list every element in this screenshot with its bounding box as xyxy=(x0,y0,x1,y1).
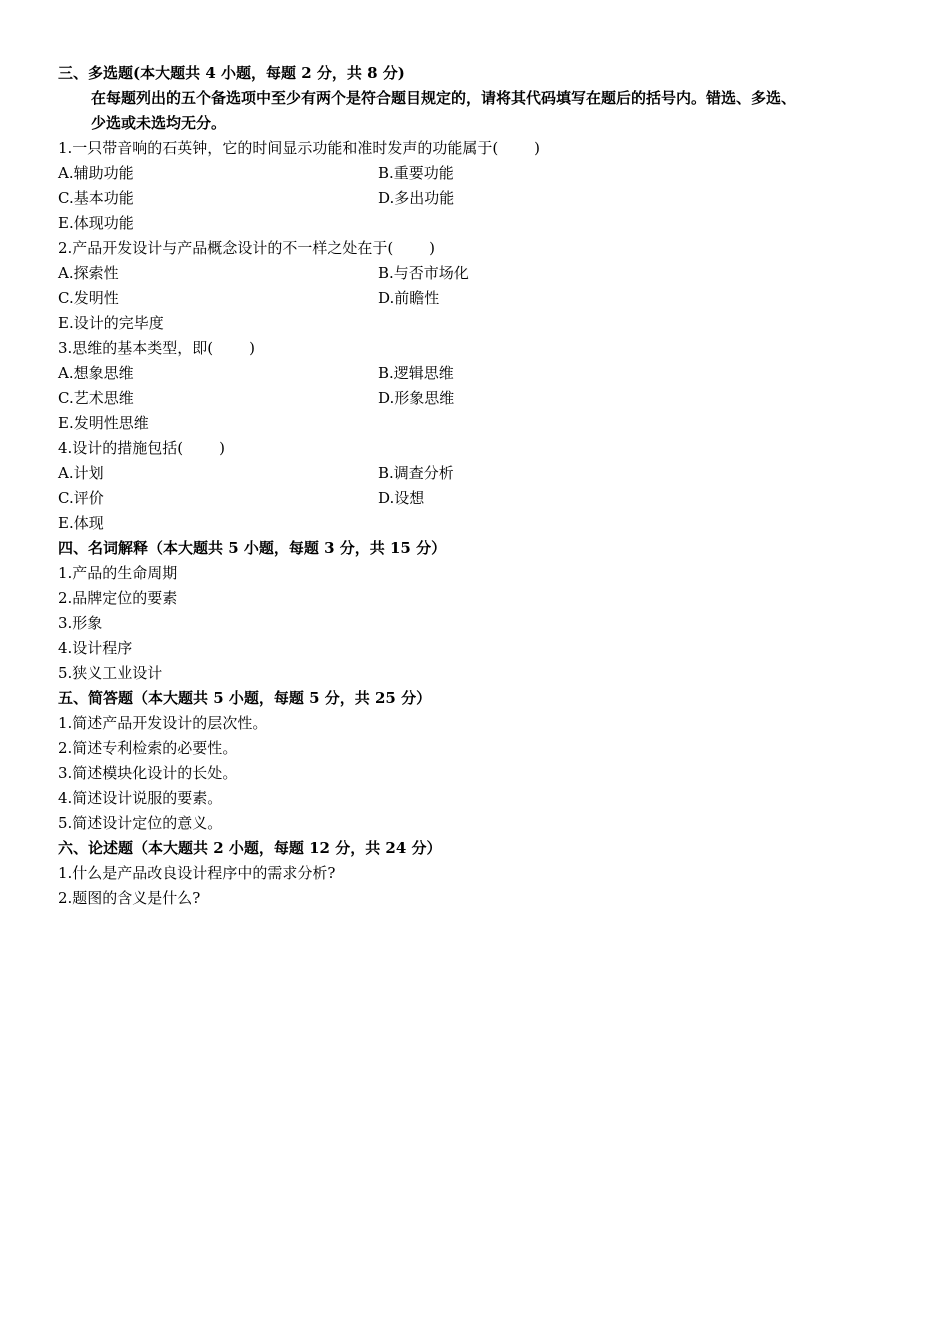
option-d: D.前瞻性 xyxy=(378,289,440,307)
option-b: B.逻辑思维 xyxy=(378,364,454,382)
list-item: 2.品牌定位的要素 xyxy=(58,589,178,607)
section-5-heading: 五、简答题（本大题共 5 小题，每题 5 分，共 25 分） xyxy=(58,689,432,707)
question-close-paren: ) xyxy=(219,439,226,457)
option-e: E.设计的完毕度 xyxy=(58,314,164,332)
option-d: D.设想 xyxy=(378,489,425,507)
list-item: 1.简述产品开发设计的层次性。 xyxy=(58,714,268,732)
question-4-options-ab xyxy=(58,461,898,486)
question-close-paren: ) xyxy=(429,239,436,257)
question-close-paren: ) xyxy=(249,339,256,357)
question-1-options-ab xyxy=(58,161,898,186)
question-stem-text: 1.一只带音响的石英钟，它的时间显示功能和准时发声的功能属于( xyxy=(58,139,499,157)
option-c: C.发明性 xyxy=(58,289,119,307)
option-a: A.想象思维 xyxy=(58,364,134,382)
question-4-options-cd xyxy=(58,486,898,511)
question-1-stem xyxy=(58,136,898,161)
question-3-options-cd xyxy=(58,386,898,411)
section-3-instruction-line-1: 在每题列出的五个备选项中至少有两个是符合题目规定的，请将其代码填写在题后的括号内。错选、多选、 xyxy=(91,89,797,107)
question-1-options-cd xyxy=(58,186,898,211)
question-2-options-ab xyxy=(58,261,898,286)
list-item: 1.产品的生命周期 xyxy=(58,564,178,582)
option-b: B.与否市场化 xyxy=(378,264,469,282)
list-item: 3.形象 xyxy=(58,614,103,632)
option-c: C.艺术思维 xyxy=(58,389,134,407)
option-e: E.体现 xyxy=(58,514,104,532)
option-c: C.基本功能 xyxy=(58,189,134,207)
question-stem-text: 3.思维的基本类型，即( xyxy=(58,339,214,357)
question-stem-text: 4.设计的措施包括( xyxy=(58,439,184,457)
question-4-stem xyxy=(58,436,898,461)
list-item: 5.简述设计定位的意义。 xyxy=(58,814,223,832)
option-a: A.探索性 xyxy=(58,264,119,282)
question-3-stem xyxy=(58,336,898,361)
option-e: E.体现功能 xyxy=(58,214,134,232)
option-a: A.计划 xyxy=(58,464,104,482)
exam-page xyxy=(58,61,898,911)
list-item: 3.简述模块化设计的长处。 xyxy=(58,764,238,782)
option-b: B.重要功能 xyxy=(378,164,454,182)
option-b: B.调查分析 xyxy=(378,464,454,482)
section-6-heading: 六、论述题（本大题共 2 小题，每题 12 分，共 24 分） xyxy=(58,839,442,857)
list-item: 5.狭义工业设计 xyxy=(58,664,163,682)
question-stem-text: 2.产品开发设计与产品概念设计的不一样之处在于( xyxy=(58,239,394,257)
question-close-paren: ) xyxy=(534,139,541,157)
list-item: 2.题图的含义是什么? xyxy=(58,889,201,907)
section-4-heading: 四、名词解释（本大题共 5 小题，每题 3 分，共 15 分） xyxy=(58,539,447,557)
question-3-options-ab xyxy=(58,361,898,386)
section-3-instruction-line-2: 少选或未选均无分。 xyxy=(91,114,227,132)
list-item: 4.设计程序 xyxy=(58,639,133,657)
section-3-heading: 三、多选题(本大题共 4 小题，每题 2 分，共 8 分) xyxy=(58,64,405,82)
option-e: E.发明性思维 xyxy=(58,414,149,432)
option-d: D.多出功能 xyxy=(378,189,455,207)
question-2-options-cd xyxy=(58,286,898,311)
option-d: D.形象思维 xyxy=(378,389,455,407)
option-a: A.辅助功能 xyxy=(58,164,134,182)
list-item: 4.简述设计说服的要素。 xyxy=(58,789,223,807)
option-c: C.评价 xyxy=(58,489,104,507)
list-item: 2.简述专利检索的必要性。 xyxy=(58,739,238,757)
list-item: 1.什么是产品改良设计程序中的需求分析? xyxy=(58,864,336,882)
question-2-stem xyxy=(58,236,898,261)
